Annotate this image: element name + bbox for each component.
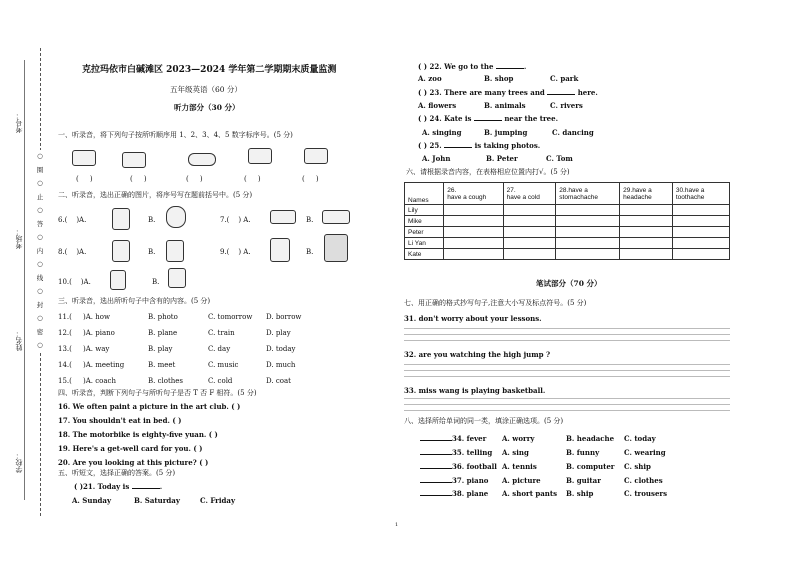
table-row xyxy=(405,216,730,227)
check-cell[interactable] xyxy=(556,216,620,227)
check-cell[interactable] xyxy=(444,205,503,216)
check-cell[interactable] xyxy=(556,238,620,249)
q25-option-a[interactable]: A. John xyxy=(422,154,451,163)
q3-blank[interactable]: ( ) xyxy=(186,175,203,183)
writing-line[interactable] xyxy=(404,410,730,411)
check-cell[interactable] xyxy=(556,227,620,238)
q5-blank[interactable]: ( ) xyxy=(302,175,319,183)
q19[interactable]: 19. Here's a get-well card for you. ( ) xyxy=(58,444,203,453)
section4-heading: 四、听录音，判断下列句子与所听句子是否 T 否 F 相符。(5 分) xyxy=(58,389,257,397)
q21-option-c[interactable]: C. Friday xyxy=(200,496,236,505)
kid-face-icon xyxy=(166,206,186,228)
q12-option-b: B. plane xyxy=(148,329,178,337)
q38-option-c[interactable]: C. trousers xyxy=(624,489,668,498)
check-cell[interactable] xyxy=(672,205,729,216)
q25[interactable]: ( ) 25. is taking photos. xyxy=(418,141,541,150)
q9-number[interactable]: 9.( ) A. xyxy=(220,248,251,256)
q1-blank[interactable]: ( ) xyxy=(76,175,93,183)
q36-row[interactable]: 36. football xyxy=(420,462,497,471)
check-cell[interactable] xyxy=(620,216,673,227)
kid-reading-icon xyxy=(168,268,186,288)
q23[interactable]: ( ) 23. There are many trees and here. xyxy=(418,88,598,97)
seal-text: ○ 圈 ○ 止 ○ 答 ○ 内 ○ 线 ○ 封 ○ 密 ○ xyxy=(34,150,46,353)
q14-option-b: B. meet xyxy=(148,361,176,369)
writing-line[interactable] xyxy=(404,364,730,365)
q34-option-a[interactable]: A. worry xyxy=(502,434,535,443)
exam-room-label: 考场： xyxy=(15,228,23,249)
table-header-row xyxy=(405,183,730,205)
q24[interactable]: ( ) 24. Kate is near the tree. xyxy=(418,114,559,123)
q36-option-b[interactable]: B. computer xyxy=(566,462,615,471)
kid-sick-icon xyxy=(270,238,290,262)
q32-sentence: 32. are you watching the high jump ? xyxy=(404,350,551,359)
q38-row[interactable]: 38. plane xyxy=(420,489,488,498)
table-header-cell: 27. have a cold xyxy=(503,183,556,205)
exam-title: 克拉玛依市白碱滩区 2023—2024 学年第二学期期末质量监测 xyxy=(82,65,337,75)
check-cell[interactable] xyxy=(672,238,729,249)
q35-option-a[interactable]: A. sing xyxy=(502,448,529,457)
q10-option-b: B. xyxy=(152,278,160,286)
q6-number[interactable]: 6.( )A. xyxy=(58,216,87,224)
q14-option-d: D. much xyxy=(266,361,296,369)
writing-line[interactable] xyxy=(404,340,730,341)
q11-row[interactable]: 11.( )A. how xyxy=(58,313,110,321)
row-name: Kate xyxy=(405,249,444,260)
check-cell[interactable] xyxy=(620,205,673,216)
writing-line[interactable] xyxy=(404,376,730,377)
q34-row[interactable]: 34. fever xyxy=(420,434,486,443)
check-cell[interactable] xyxy=(672,249,729,260)
kid-sitting-icon xyxy=(110,270,126,290)
kid-standing-icon xyxy=(112,240,130,262)
q24-option-b[interactable]: B. jumping xyxy=(484,128,528,137)
q17[interactable]: 17. You shouldn't eat in bed. ( ) xyxy=(58,416,182,425)
q35-option-c[interactable]: C. wearing xyxy=(624,448,666,457)
q25-option-c[interactable]: C. Tom xyxy=(546,154,573,163)
guitar-player-icon xyxy=(248,148,272,164)
check-cell[interactable] xyxy=(503,238,556,249)
student-name-label: 姓名： xyxy=(15,330,23,351)
q11-option-c: C. tomorrow xyxy=(208,313,253,321)
q12-option-c: C. train xyxy=(208,329,235,337)
q2-blank[interactable]: ( ) xyxy=(130,175,147,183)
q12-row[interactable]: 12.( )A. piano xyxy=(58,329,115,337)
q34-option-b[interactable]: B. headache xyxy=(566,434,615,443)
painting-easel-icon xyxy=(304,148,328,164)
q25-blank[interactable] xyxy=(444,141,472,148)
writing-line[interactable] xyxy=(404,334,730,335)
q13-option-d: D. today xyxy=(266,345,296,353)
q14-row[interactable]: 14.( )A. meeting xyxy=(58,361,125,369)
q21-blank[interactable] xyxy=(132,482,160,489)
table-header-cell: 28.have a stomachache xyxy=(556,183,620,205)
q15-option-d: D. coat xyxy=(266,377,291,385)
q33-sentence: 33. miss wang is playing basketball. xyxy=(404,386,546,395)
section3-heading: 三、听录音，选出所听句子中含有的内容。(5 分) xyxy=(58,297,211,305)
q15-option-c: C. cold xyxy=(208,377,233,385)
check-cell[interactable] xyxy=(556,249,620,260)
q22-option-a[interactable]: A. zoo xyxy=(418,74,442,83)
q35-option-b[interactable]: B. funny xyxy=(566,448,600,457)
row-name: Peter xyxy=(405,227,444,238)
section5-heading: 五、听短文，选择正确的答案。(5 分) xyxy=(58,469,176,477)
q38-option-b[interactable]: B. ship xyxy=(566,489,594,498)
q23-option-b[interactable]: B. animals xyxy=(484,101,526,110)
q18[interactable]: 18. The motorbike is eighty-five yuan. ( ) xyxy=(58,430,218,439)
section2-heading: 二、听录音，选出正确的图片，将序号写在题前括号中。(5 分) xyxy=(58,191,253,199)
subject-title: 五年级英语（60 分） xyxy=(170,85,242,94)
q13-option-c: C. day xyxy=(208,345,231,353)
writing-line[interactable] xyxy=(404,370,730,371)
q21-option-a[interactable]: A. Sunday xyxy=(72,496,112,505)
check-cell[interactable] xyxy=(556,205,620,216)
car-icon xyxy=(188,153,216,166)
q12-option-d: D. play xyxy=(266,329,291,337)
table-header-cell: Names xyxy=(405,183,444,205)
section8-heading: 八、选择所给单词的同一类，填涂正确选项。(5 分) xyxy=(404,417,564,425)
airplane-icon xyxy=(270,210,296,224)
q22[interactable]: ( ) 22. We go to the . xyxy=(418,62,527,71)
q24-option-c[interactable]: C. dancing xyxy=(552,128,594,137)
q25-option-b[interactable]: B. Peter xyxy=(486,154,518,163)
exam-number-label: 考号： xyxy=(15,112,23,133)
q11-option-b: B. photo xyxy=(148,313,178,321)
check-cell[interactable] xyxy=(503,249,556,260)
q15-option-b: B. clothes xyxy=(148,377,184,385)
q13-option-b: B. play xyxy=(148,345,173,353)
q35-row[interactable]: 35. telling xyxy=(420,448,492,457)
q22-blank[interactable] xyxy=(496,62,524,69)
check-cell[interactable] xyxy=(503,205,556,216)
q23-option-a[interactable]: A. flowers xyxy=(418,101,457,110)
writing-line[interactable] xyxy=(404,398,730,399)
q10-number[interactable]: 10.( )A. xyxy=(58,278,91,286)
table-row xyxy=(405,249,730,260)
table-header-cell: 26. have a cough xyxy=(444,183,503,205)
table-tennis-icon xyxy=(122,152,146,168)
check-cell[interactable] xyxy=(444,238,503,249)
q8-option-b: B. xyxy=(148,248,156,256)
q15-row[interactable]: 15.( )A. coach xyxy=(58,377,116,385)
table-row xyxy=(405,205,730,216)
q7-option-b: B. xyxy=(306,216,314,224)
row-name: Mike xyxy=(405,216,444,227)
check-cell[interactable] xyxy=(503,227,556,238)
q24-option-a[interactable]: A. singing xyxy=(422,128,462,137)
check-cell[interactable] xyxy=(503,216,556,227)
kid-exercising-icon xyxy=(112,208,130,230)
writing-line[interactable] xyxy=(404,404,730,405)
q21-option-b[interactable]: B. Saturday xyxy=(134,496,180,505)
table-row xyxy=(405,227,730,238)
q31-sentence: 31. don't worry about your lessons. xyxy=(404,314,542,323)
name-underline xyxy=(24,60,25,500)
check-cell[interactable] xyxy=(620,249,673,260)
q6-option-b: B. xyxy=(148,216,156,224)
q20[interactable]: 20. Are you looking at this picture? ( ) xyxy=(58,458,209,467)
page-number: 1 xyxy=(395,522,399,528)
check-cell[interactable] xyxy=(672,227,729,238)
section1-heading: 一、听录音，将下列句子按所听顺序用 1、2、3、4、5 数字标序号。(5 分) xyxy=(58,131,293,139)
q13-row[interactable]: 13.( )A. way xyxy=(58,345,110,353)
kids-playing-icon xyxy=(72,150,96,166)
q23-blank[interactable] xyxy=(547,88,575,95)
q37-option-a[interactable]: A. picture xyxy=(502,476,541,485)
section6-heading: 六、请根据录音内容，在表格相应位置内打√。(5 分) xyxy=(406,168,570,176)
q38-option-a[interactable]: A. short pants xyxy=(502,489,558,498)
q14-option-c: C. music xyxy=(208,361,239,369)
q8-number[interactable]: 8.( )A. xyxy=(58,248,87,256)
q22-option-c[interactable]: C. park xyxy=(550,74,579,83)
written-title: 笔试部分（70 分） xyxy=(536,279,602,288)
ship-icon xyxy=(322,210,350,224)
check-cell[interactable] xyxy=(620,238,673,249)
writing-line[interactable] xyxy=(404,328,730,329)
q24-blank[interactable] xyxy=(474,114,502,121)
q37-option-c[interactable]: C. clothes xyxy=(624,476,663,485)
row-name: Lily xyxy=(405,205,444,216)
q7-number[interactable]: 7.( ) A. xyxy=(220,216,251,224)
q36-option-c[interactable]: C. ship xyxy=(624,462,651,471)
kid-running-icon xyxy=(166,240,184,262)
table-row xyxy=(405,238,730,249)
table-header-cell: 30.have a toothache xyxy=(672,183,729,205)
check-cell[interactable] xyxy=(444,216,503,227)
school-label: 学校： xyxy=(15,452,23,473)
q34-option-c[interactable]: C. today xyxy=(624,434,656,443)
q37-option-b[interactable]: B. guitar xyxy=(566,476,601,485)
q22-option-b[interactable]: B. shop xyxy=(484,74,514,83)
q37-row[interactable]: 37. piano xyxy=(420,476,488,485)
check-cell[interactable] xyxy=(444,249,503,260)
q11-option-d: D. borrow xyxy=(266,313,302,321)
q21[interactable]: ( )21. Today is . xyxy=(74,482,163,491)
check-cell[interactable] xyxy=(672,216,729,227)
q16[interactable]: 16. We often paint a picture in the art club. ( ) xyxy=(58,402,241,411)
girl-waving-icon xyxy=(324,234,348,262)
listening-title: 听力部分（30 分） xyxy=(174,103,240,112)
row-name: Li Yan xyxy=(405,238,444,249)
q23-option-c[interactable]: C. rivers xyxy=(550,101,583,110)
check-cell[interactable] xyxy=(444,227,503,238)
q9-option-b: B. xyxy=(306,248,314,256)
table-header-cell: 29.have a headache xyxy=(620,183,673,205)
q36-option-a[interactable]: A. tennis xyxy=(502,462,537,471)
section7-heading: 七、用正确的格式抄写句子,注意大小写及标点符号。(5 分) xyxy=(404,299,587,307)
check-cell[interactable] xyxy=(620,227,673,238)
q4-blank[interactable]: ( ) xyxy=(244,175,261,183)
symptom-table xyxy=(404,182,730,260)
